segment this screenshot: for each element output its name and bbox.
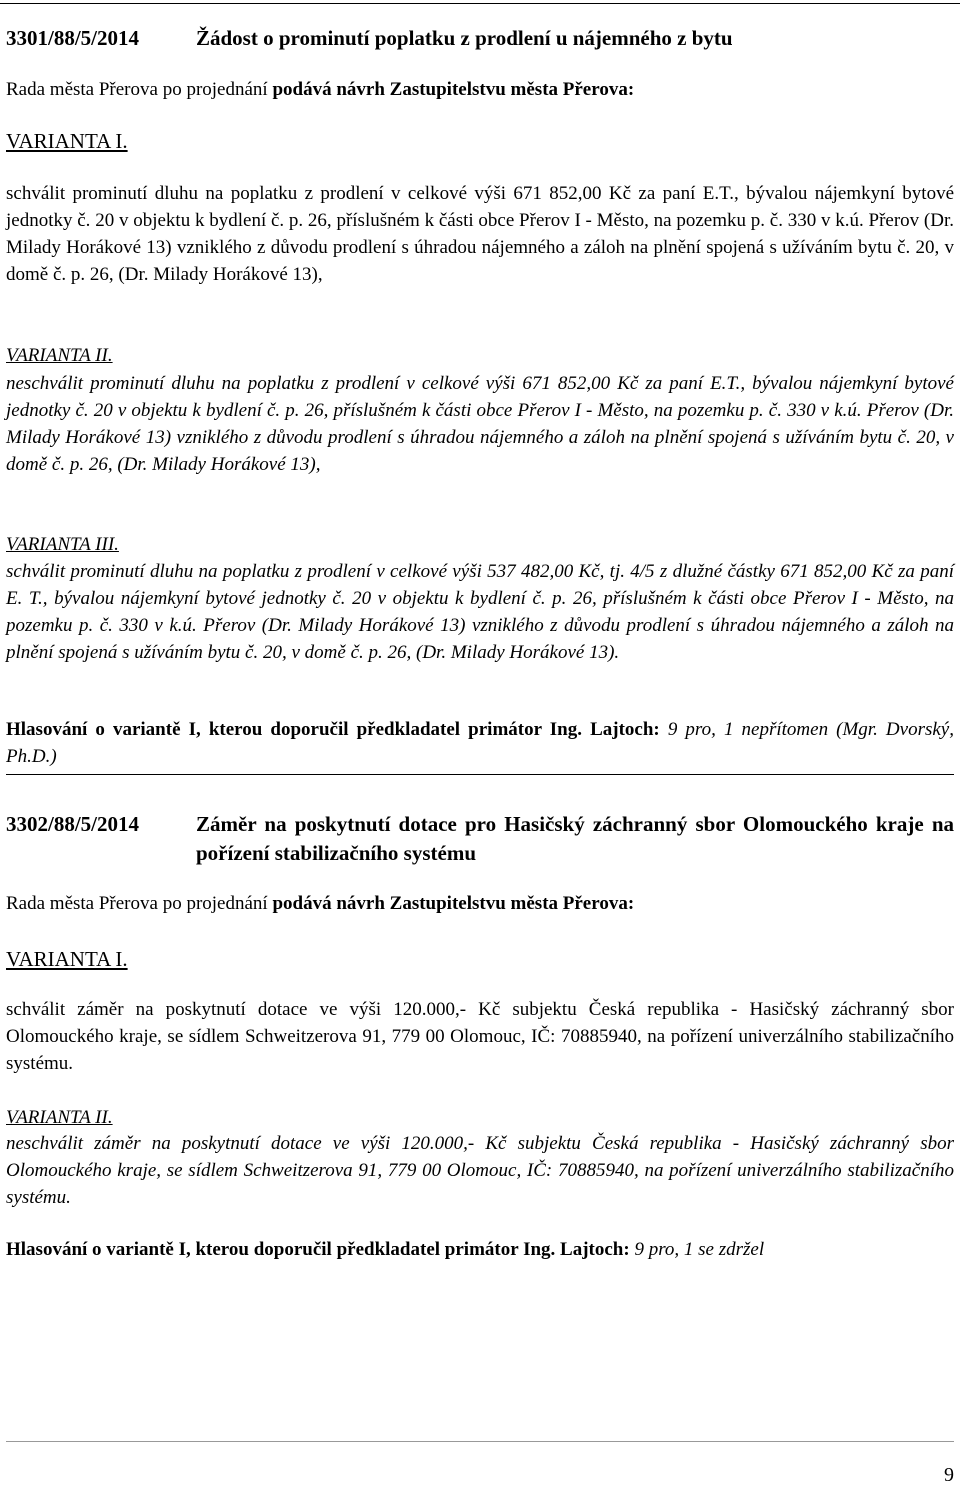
item-2-variant-1-label: VARIANTA I. <box>6 947 128 971</box>
item-1-variant-1-text: schválit prominutí dluhu na poplatku z prodlení v celkové výši 671 852,00 Kč za paní E.T., bývalou nájemkyní bytové jednotky č. 20 v objektu k bydlení č. p. 26, příslušném k části obce Přerov I - Město, na pozemku p. č. 330 v k.ú. Přerov (Dr. Milady Horákové 13) vzniklého z důvodu prodlení s úhradou nájemného a záloh na plnění spojená s užíváním bytu č. 20, v domě č. p. 26, (Dr. Milady Horákové 13), <box>6 183 954 286</box>
section-divider <box>6 774 954 775</box>
footer-rule <box>6 1441 954 1442</box>
item-2-variant-2-label: VARIANTA II. <box>6 1107 113 1128</box>
item-1-variant-3-label: VARIANTA III. <box>6 534 119 555</box>
item-2-rada-bold: podává návrh Zastupitelstvu města Přerova: <box>272 893 635 914</box>
item-1-rada-prefix: Rada města Přerova po projednání <box>6 79 273 100</box>
item-1-vote <box>6 716 954 770</box>
item-2-rada-line <box>6 890 954 917</box>
item-1-number: 3301/88/5/2014 <box>6 26 140 50</box>
item-1-variant-1-label: VARIANTA I. <box>6 129 128 153</box>
item-2-vote-label: Hlasování o variantě I, kterou doporučil předkladatel primátor Ing. Lajtoch: <box>6 1239 630 1260</box>
item-1-variant-2-label: VARIANTA II. <box>6 345 113 366</box>
item-1-variant-3-text: schválit prominutí dluhu na poplatku z prodlení v celkové výši 537 482,00 Kč, tj. 4/5 z dlužné částky 671 852,00 Kč za paní E. T., bývalou nájemkyní bytové jednotky č. 20 v objektu k bydlení č. p. 26, příslušném k části obce Přerov I - Město, na pozemku p. č. 330 v k.ú. Přerov (Dr. Milady Horákové 13) vzniklého z důvodu prodlení s úhradou nájemného a záloh na plnění spojená s užíváním bytu č. 20, v domě č. p. 26, (Dr. Milady Horákové 13). <box>6 561 954 664</box>
top-rule <box>0 3 960 4</box>
item-1-rada-bold: podává návrh Zastupitelstvu města Přerova: <box>272 79 635 100</box>
item-1-vote-result: 9 pro, 1 nepřítomen (Mgr. Dvorský, Ph.D.) <box>6 719 954 768</box>
item-2-rada-prefix: Rada města Přerova po projednání <box>6 893 273 914</box>
item-1-title: Žádost o prominutí poplatku z prodlení u nájemného z bytu <box>196 26 733 50</box>
item-1-heading <box>6 24 954 53</box>
item-1-variant-2-text: neschválit prominutí dluhu na poplatku z prodlení v celkové výši 671 852,00 Kč za paní E.T., bývalou nájemkyní bytové jednotky č. 20 v objektu k bydlení č. p. 26, příslušném k části obce Přerov I - Město, na pozemku p. č. 330 v k.ú. Přerov (Dr. Milady Horákové 13) vzniklého z důvodu prodlení s úhradou nájemného a záloh na plnění spojená s užíváním bytu č. 20, v domě č. p. 26, (Dr. Milady Horákové 13), <box>6 373 954 476</box>
item-2-variant-2-text: neschválit záměr na poskytnutí dotace ve výši 120.000,- Kč subjektu Česká republika - Hasičský záchranný sbor Olomouckého kraje, se sídlem Schweitzerova 91, 779 00 Olomouc, IČ: 70885940, na pořízení univerzálního stabilizačního systému. <box>6 1133 954 1209</box>
item-2-variant-1-text: schválit záměr na poskytnutí dotace ve výši 120.000,- Kč subjektu Česká republika - Hasičský záchranný sbor Olomouckého kraje, se sídlem Schweitzerova 91, 779 00 Olomouc, IČ: 70885940, na pořízení univerzálního stabilizačního systému. <box>6 999 954 1075</box>
item-2-heading <box>6 810 954 869</box>
item-2-vote <box>6 1236 954 1263</box>
item-2-number: 3302/88/5/2014 <box>6 812 140 836</box>
item-2-title: Záměr na poskytnutí dotace pro Hasičský záchranný sbor Olomouckého kraje na pořízení stabilizačního systému <box>196 812 954 866</box>
item-2-vote-result: 9 pro, 1 se zdržel <box>629 1239 765 1260</box>
page-number: 9 <box>944 1464 954 1486</box>
item-1-vote-label: Hlasování o variantě I, kterou doporučil předkladatel primátor Ing. Lajtoch: <box>6 719 660 740</box>
item-1-rada-line <box>6 76 954 103</box>
